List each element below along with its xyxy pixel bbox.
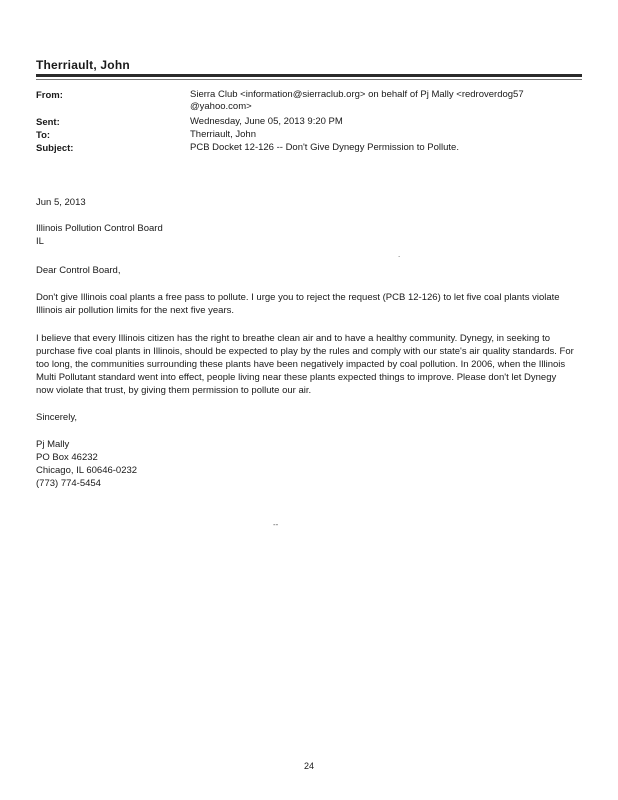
closing: Sincerely, bbox=[36, 412, 78, 423]
signer-address-line2: Chicago, IL 60646-0232 bbox=[36, 465, 138, 476]
recipient-name: Illinois Pollution Control Board bbox=[36, 223, 163, 234]
from-label: From: bbox=[36, 90, 63, 101]
signer-phone: (773) 774-5454 bbox=[36, 478, 101, 489]
header-divider bbox=[36, 74, 582, 77]
header-divider-thin bbox=[36, 79, 582, 80]
scan-dash-mark: -- bbox=[273, 520, 279, 529]
mailbox-owner-name: Therriault, John bbox=[36, 58, 130, 72]
recipient-state: IL bbox=[36, 236, 44, 247]
recipient-block bbox=[36, 222, 576, 248]
scan-speck: . bbox=[398, 250, 401, 259]
subject-value: PCB Docket 12-126 -- Don't Give Dynegy Permission to Pollute. bbox=[190, 142, 459, 153]
paragraph-2: I believe that every Illinois citizen has the right to breathe clean air and to have a healthy community. Dynegy, in seeking to purchase five coal plants in Illinois, should be expected to play by the rules and comply with our state's air quality standards. For too long, the communities surrounding these plants have been negatively impacted by coal pollution. In 2006, when the Illinois Multi Pollutant standard went into effect, people living near these plants expected things to improve. Please don't let Dynegy now violate that trust, by giving them permission to pollute our air. bbox=[36, 333, 574, 396]
signer-address-line1: PO Box 46232 bbox=[36, 452, 98, 463]
to-value: Therriault, John bbox=[190, 129, 257, 140]
page-number: 24 bbox=[303, 761, 314, 771]
signer-name: Pj Mally bbox=[36, 439, 70, 450]
paragraph-1: Don't give Illinois coal plants a free pass to pollute. I urge you to reject the request (PCB 12-126) to let five coal plants violate Illinois air pollution limits for the next five years. bbox=[36, 292, 560, 316]
from-value: Sierra Club <information@sierraclub.org> on behalf of Pj Mally <redroverdog57 @yahoo.com> bbox=[190, 89, 524, 112]
to-label: To: bbox=[36, 130, 51, 141]
salutation: Dear Control Board, bbox=[36, 265, 121, 276]
signature-block bbox=[36, 438, 576, 490]
sent-value: Wednesday, June 05, 2013 9:20 PM bbox=[190, 116, 343, 127]
letter-date: Jun 5, 2013 bbox=[36, 197, 86, 208]
sent-label: Sent: bbox=[36, 117, 60, 128]
subject-label: Subject: bbox=[36, 143, 74, 154]
